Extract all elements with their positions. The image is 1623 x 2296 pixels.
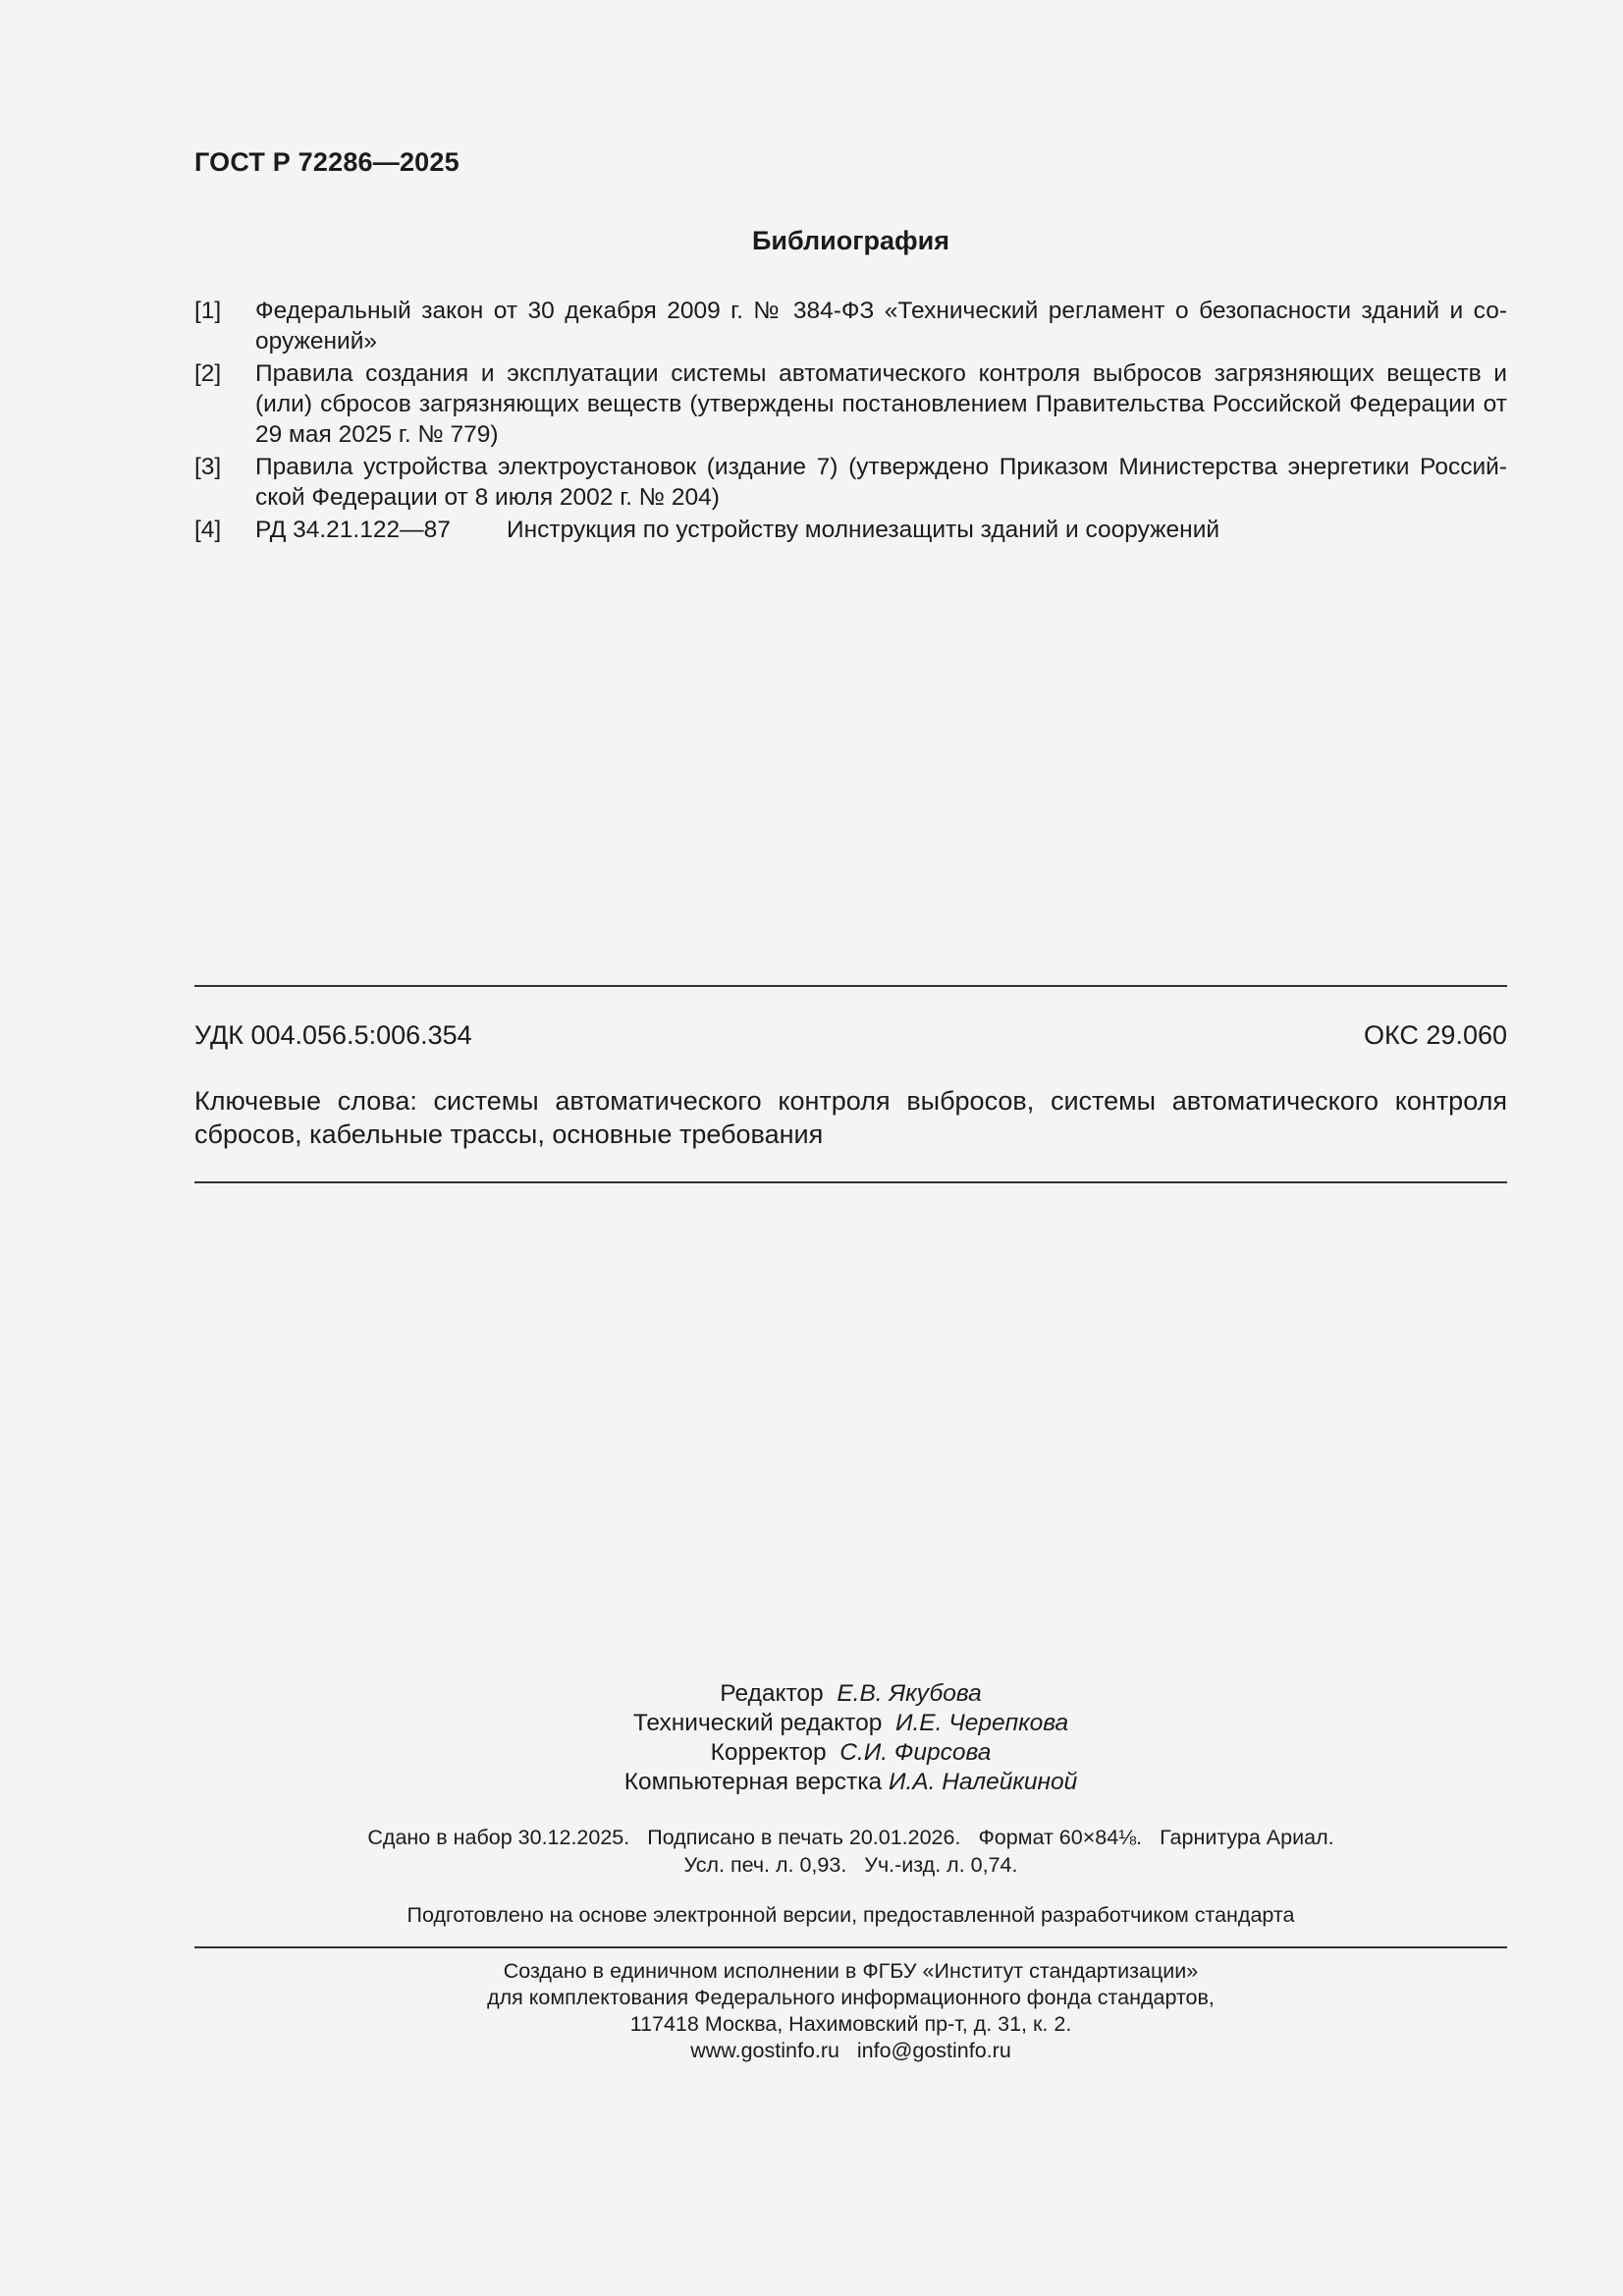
prepared-note: Подготовлено на основе электронной версии, предоставленной разработчиком стандарта xyxy=(406,1903,1295,1927)
print-info-line xyxy=(194,1851,1507,1879)
bibliography-item-text: Инструкция по устройству молниезащиты зданий и сооружений xyxy=(507,517,1220,543)
bibliography-item-text: Правила устройства электроустановок (издание 7) (утверждено Приказом Министерства энергетики Российской Федерации от 8 июля 2002 г. № 204) xyxy=(255,454,1507,511)
staff-role: Корректор xyxy=(710,1739,827,1766)
staff-credits xyxy=(194,1679,1507,1797)
bibliography-item-number: [3] xyxy=(194,454,222,480)
divider-top xyxy=(194,985,1507,987)
print-format: Формат 60×84⅛. xyxy=(978,1826,1143,1849)
bibliography-item xyxy=(194,515,1507,545)
staff-line xyxy=(194,1679,1507,1709)
publisher-line: для комплектования Федерального информационного фонда стандартов, xyxy=(487,1986,1215,2009)
divider-bottom xyxy=(194,1181,1507,1183)
publisher-info xyxy=(194,1958,1507,2064)
staff-line xyxy=(194,1738,1507,1768)
staff-name: Е.В. Якубова xyxy=(837,1680,982,1707)
print-sheets: Усл. печ. л. 0,93. xyxy=(683,1853,847,1877)
staff-name: И.Е. Черепкова xyxy=(894,1710,1069,1736)
bibliography-title: Библиография xyxy=(752,226,949,255)
bibliography-item-text: Правила создания и эксплуатации системы автоматического контроля выбросов загрязняющих веществ и (или) сбросов загрязняющих веществ (утверждены постановлением Правительства Российской Федерации от 29 мая 2025 г. № 779) xyxy=(255,360,1507,448)
staff-name: И.А. Налейкиной xyxy=(888,1769,1078,1795)
submitted-date: Сдано в набор 30.12.2025. xyxy=(367,1826,630,1849)
bibliography-item xyxy=(194,358,1507,450)
oks-code: ОКС 29.060 xyxy=(1363,1020,1507,1050)
staff-line xyxy=(194,1709,1507,1738)
bibliography-item xyxy=(194,296,1507,356)
keywords: Ключевые слова: системы автоматического контроля выбросов, системы автоматического контроля сбросов, кабельные трассы, основные требования xyxy=(194,1086,1507,1149)
udk-code: УДК 004.056.5:006.354 xyxy=(194,1020,472,1050)
bibliography-item-code: РД 34.21.122—87 xyxy=(255,517,451,543)
document-page xyxy=(194,0,1507,2296)
publisher-line: Создано в единичном исполнении в ФГБУ «Институт стандартизации» xyxy=(503,1959,1199,1983)
bibliography-item xyxy=(194,452,1507,513)
staff-role: Редактор xyxy=(720,1680,824,1707)
print-info xyxy=(194,1824,1507,1879)
staff-line xyxy=(194,1768,1507,1797)
bibliography-item-text: Федеральный закон от 30 декабря 2009 г. № 384-ФЗ «Технический регламент о безопасности зданий и сооружений» xyxy=(255,298,1507,355)
bibliography-item-number: [2] xyxy=(194,360,222,387)
bibliography-item-number: [1] xyxy=(194,298,222,324)
staff-role: Технический редактор xyxy=(632,1710,883,1736)
publisher-line: 117418 Москва, Нахимовский пр-т, д. 31, к. 2. xyxy=(629,2012,1072,2036)
bibliography-list xyxy=(194,296,1507,547)
publisher-contacts xyxy=(194,2038,1507,2064)
bibliography-item-number: [4] xyxy=(194,517,222,543)
website-link[interactable]: www.gostinfo.ru xyxy=(690,2039,839,2062)
email-link[interactable]: info@gostinfo.ru xyxy=(856,2039,1011,2062)
signed-date: Подписано в печать 20.01.2026. xyxy=(647,1826,961,1849)
divider-footer xyxy=(194,1946,1507,1948)
print-info-line xyxy=(194,1824,1507,1851)
staff-role: Компьютерная верстка xyxy=(623,1769,883,1795)
publication-sheets: Уч.-изд. л. 0,74. xyxy=(864,1853,1018,1877)
print-font: Гарнитура Ариал. xyxy=(1160,1826,1334,1849)
staff-name: С.И. Фирсова xyxy=(839,1739,992,1766)
standard-code-header: ГОСТ Р 72286—2025 xyxy=(194,147,460,177)
